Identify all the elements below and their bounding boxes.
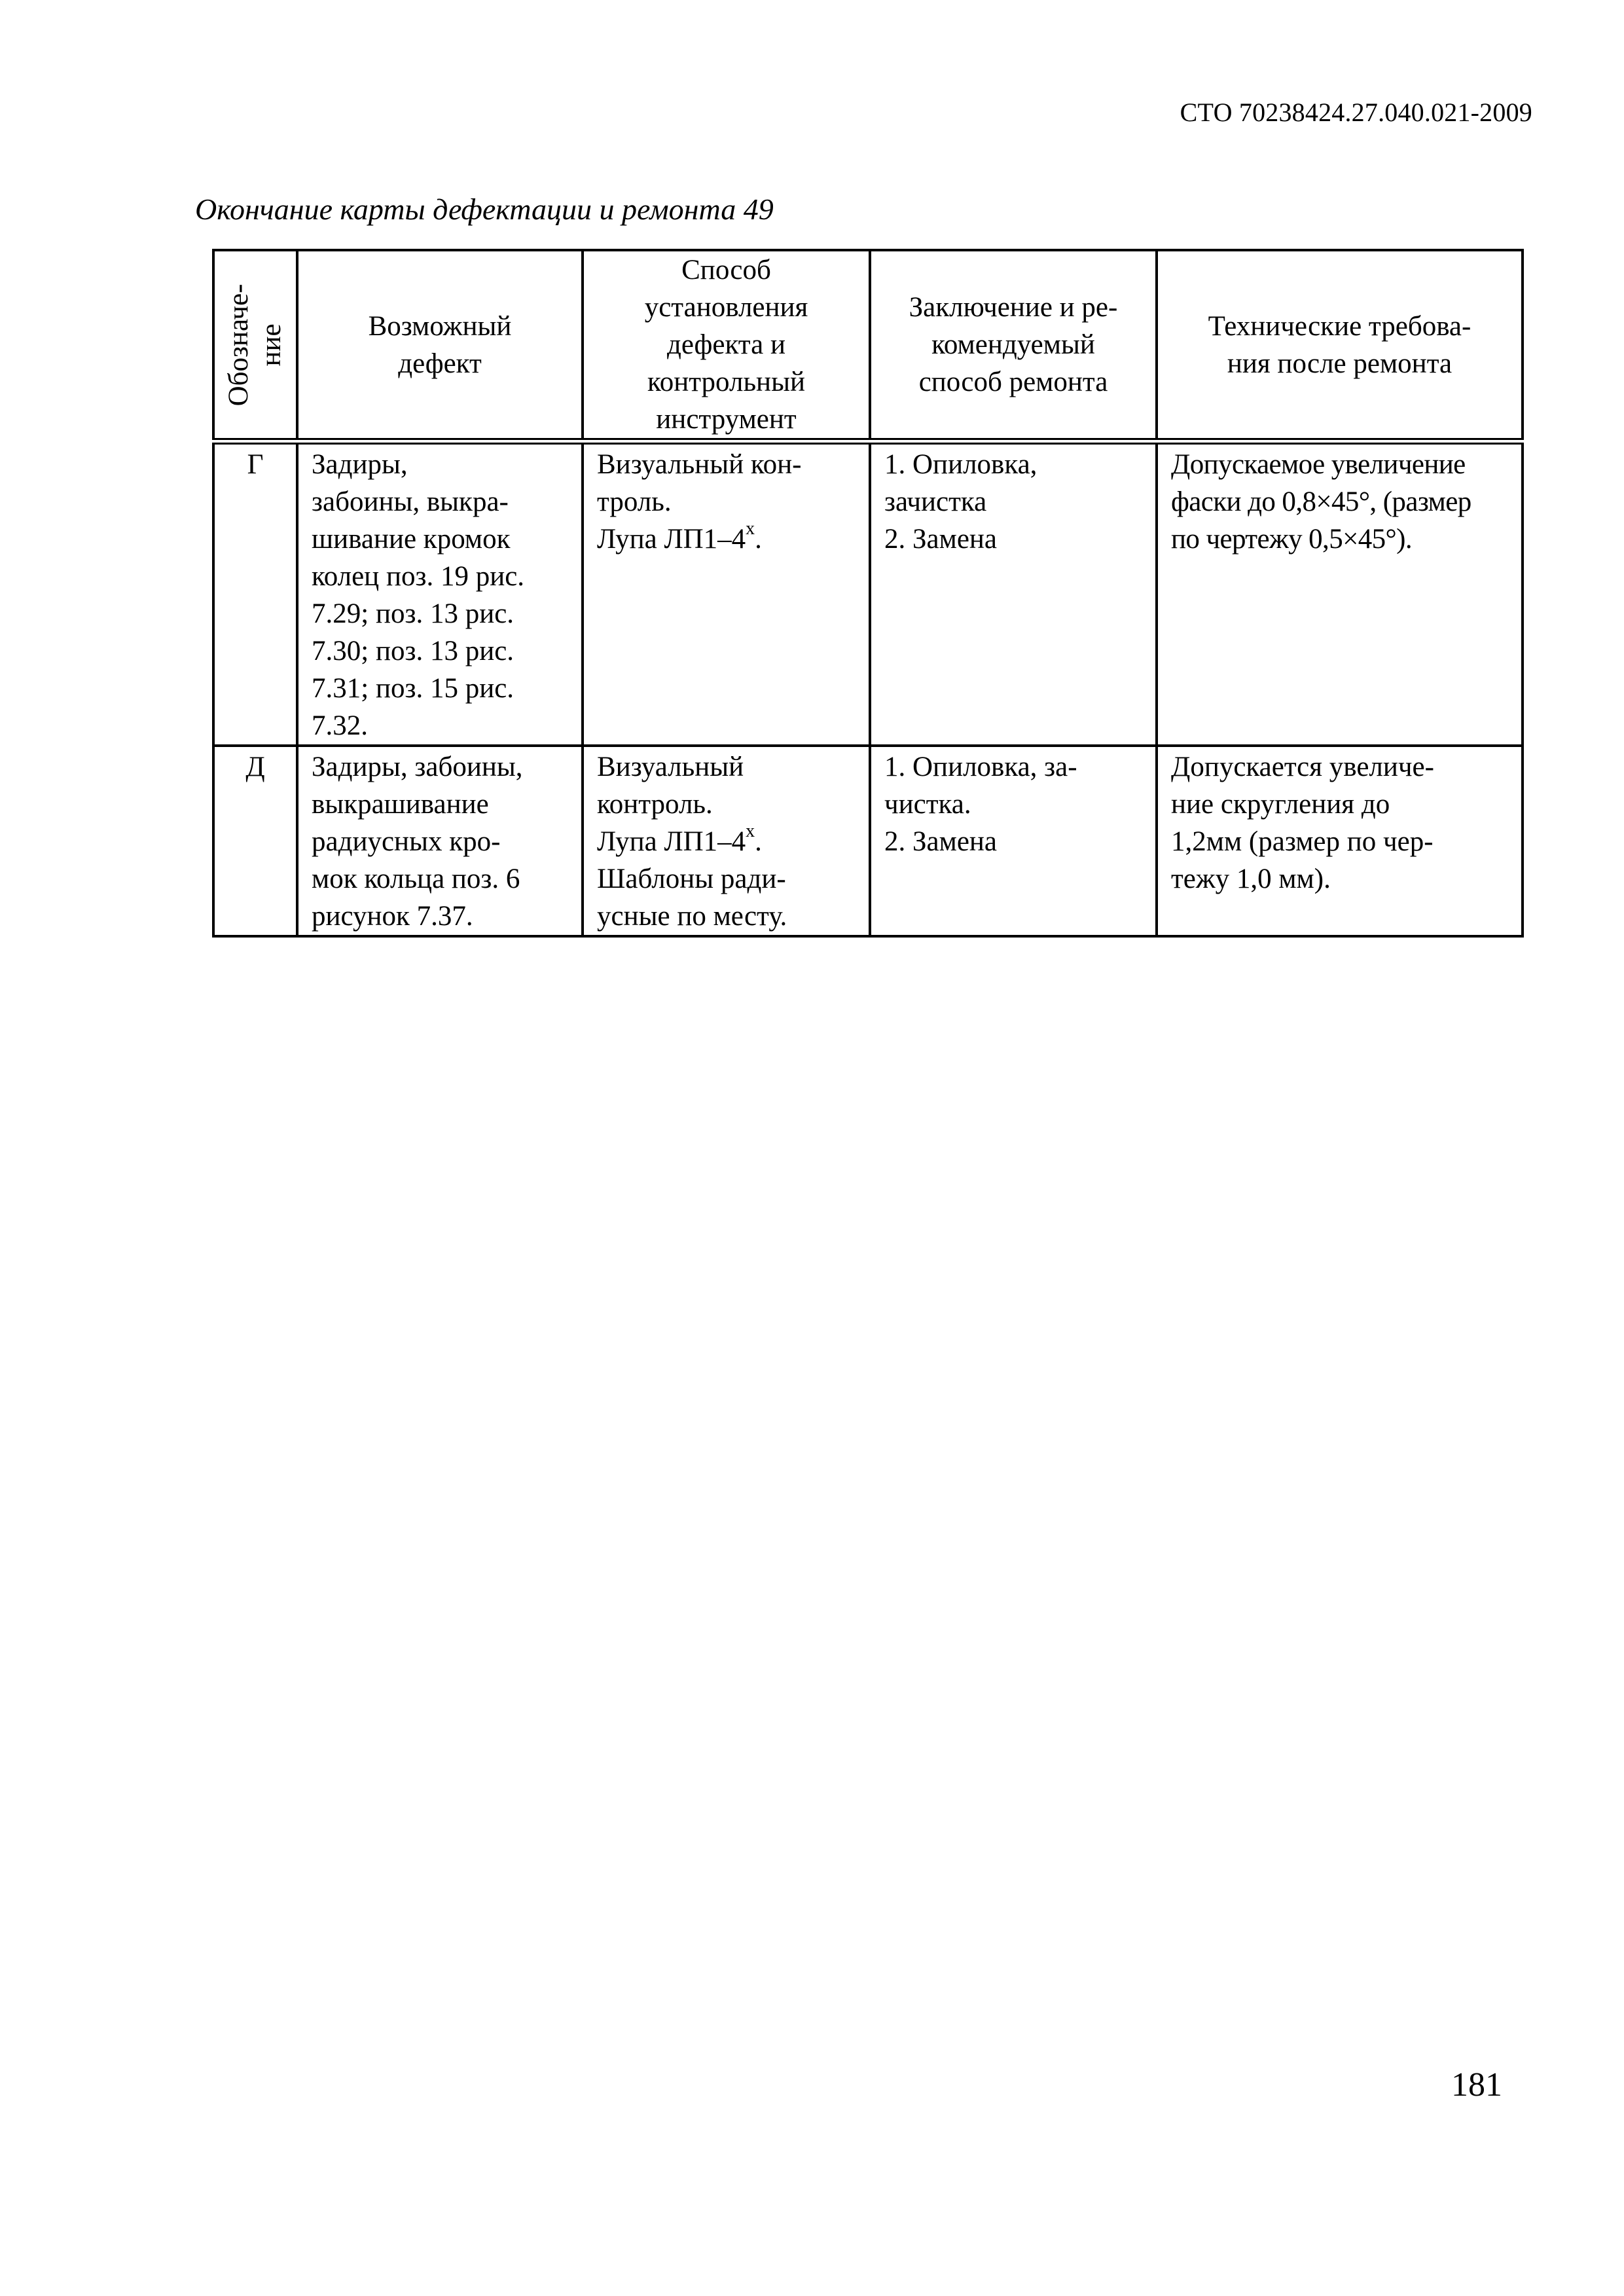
cell-conclusion: 1. Опиловка, зачистка 2. Замена <box>870 441 1157 746</box>
table-row <box>213 746 1523 936</box>
cell-method <box>583 441 870 746</box>
header-designation-label: Обозначе- ние <box>223 283 287 406</box>
header-designation <box>213 250 297 441</box>
cell-method-superscript: х <box>746 518 755 539</box>
header-conclusion: Заключение и ре- комендуемый способ ремонта <box>870 250 1157 441</box>
table-row <box>213 441 1523 746</box>
cell-method <box>583 746 870 936</box>
table-header-row <box>213 250 1523 441</box>
page-number: 181 <box>1451 2066 1502 2104</box>
cell-method-after: . Шаблоны ради- усные по месту. <box>597 826 787 932</box>
cell-method-text: Визуальный кон- троль. Лупа ЛП1–4 <box>597 449 802 555</box>
cell-designation: Д <box>213 746 297 936</box>
cell-defect: Задиры, забоины, выкрашивание радиусных кро- мок кольца поз. 6 рисунок 7.37. <box>297 746 583 936</box>
header-possible-defect: Возможный дефект <box>297 250 583 441</box>
cell-designation: Г <box>213 441 297 746</box>
document-code: СТО 70238424.27.040.021-2009 <box>1180 98 1532 127</box>
cell-method-superscript: х <box>746 820 755 841</box>
header-tech-requirements: Технические требова- ния после ремонта <box>1157 250 1523 441</box>
header-detection-method: Способ установления дефекта и контрольный инструмент <box>583 250 870 441</box>
table-caption: Окончание карты дефектации и ремонта 49 <box>195 192 774 226</box>
cell-method-after: . <box>755 524 762 555</box>
cell-defect: Задиры, забоины, выкра- шивание кромок колец поз. 19 рис. 7.29; поз. 13 рис. 7.30; поз. 13 рис. 7.31; поз. 15 рис. 7.32. <box>297 441 583 746</box>
cell-method-text: Визуальный контроль. Лупа ЛП1–4 <box>597 752 746 857</box>
cell-conclusion: 1. Опиловка, за- чистка. 2. Замена <box>870 746 1157 936</box>
cell-requirements: Допускается увеличе- ние скругления до 1,2мм (размер по чер- тежу 1,0 мм). <box>1157 746 1523 936</box>
defect-repair-table <box>212 249 1524 938</box>
cell-requirements: Допускаемое увеличение фаски до 0,8×45°, (размер по чертежу 0,5×45°). <box>1157 441 1523 746</box>
